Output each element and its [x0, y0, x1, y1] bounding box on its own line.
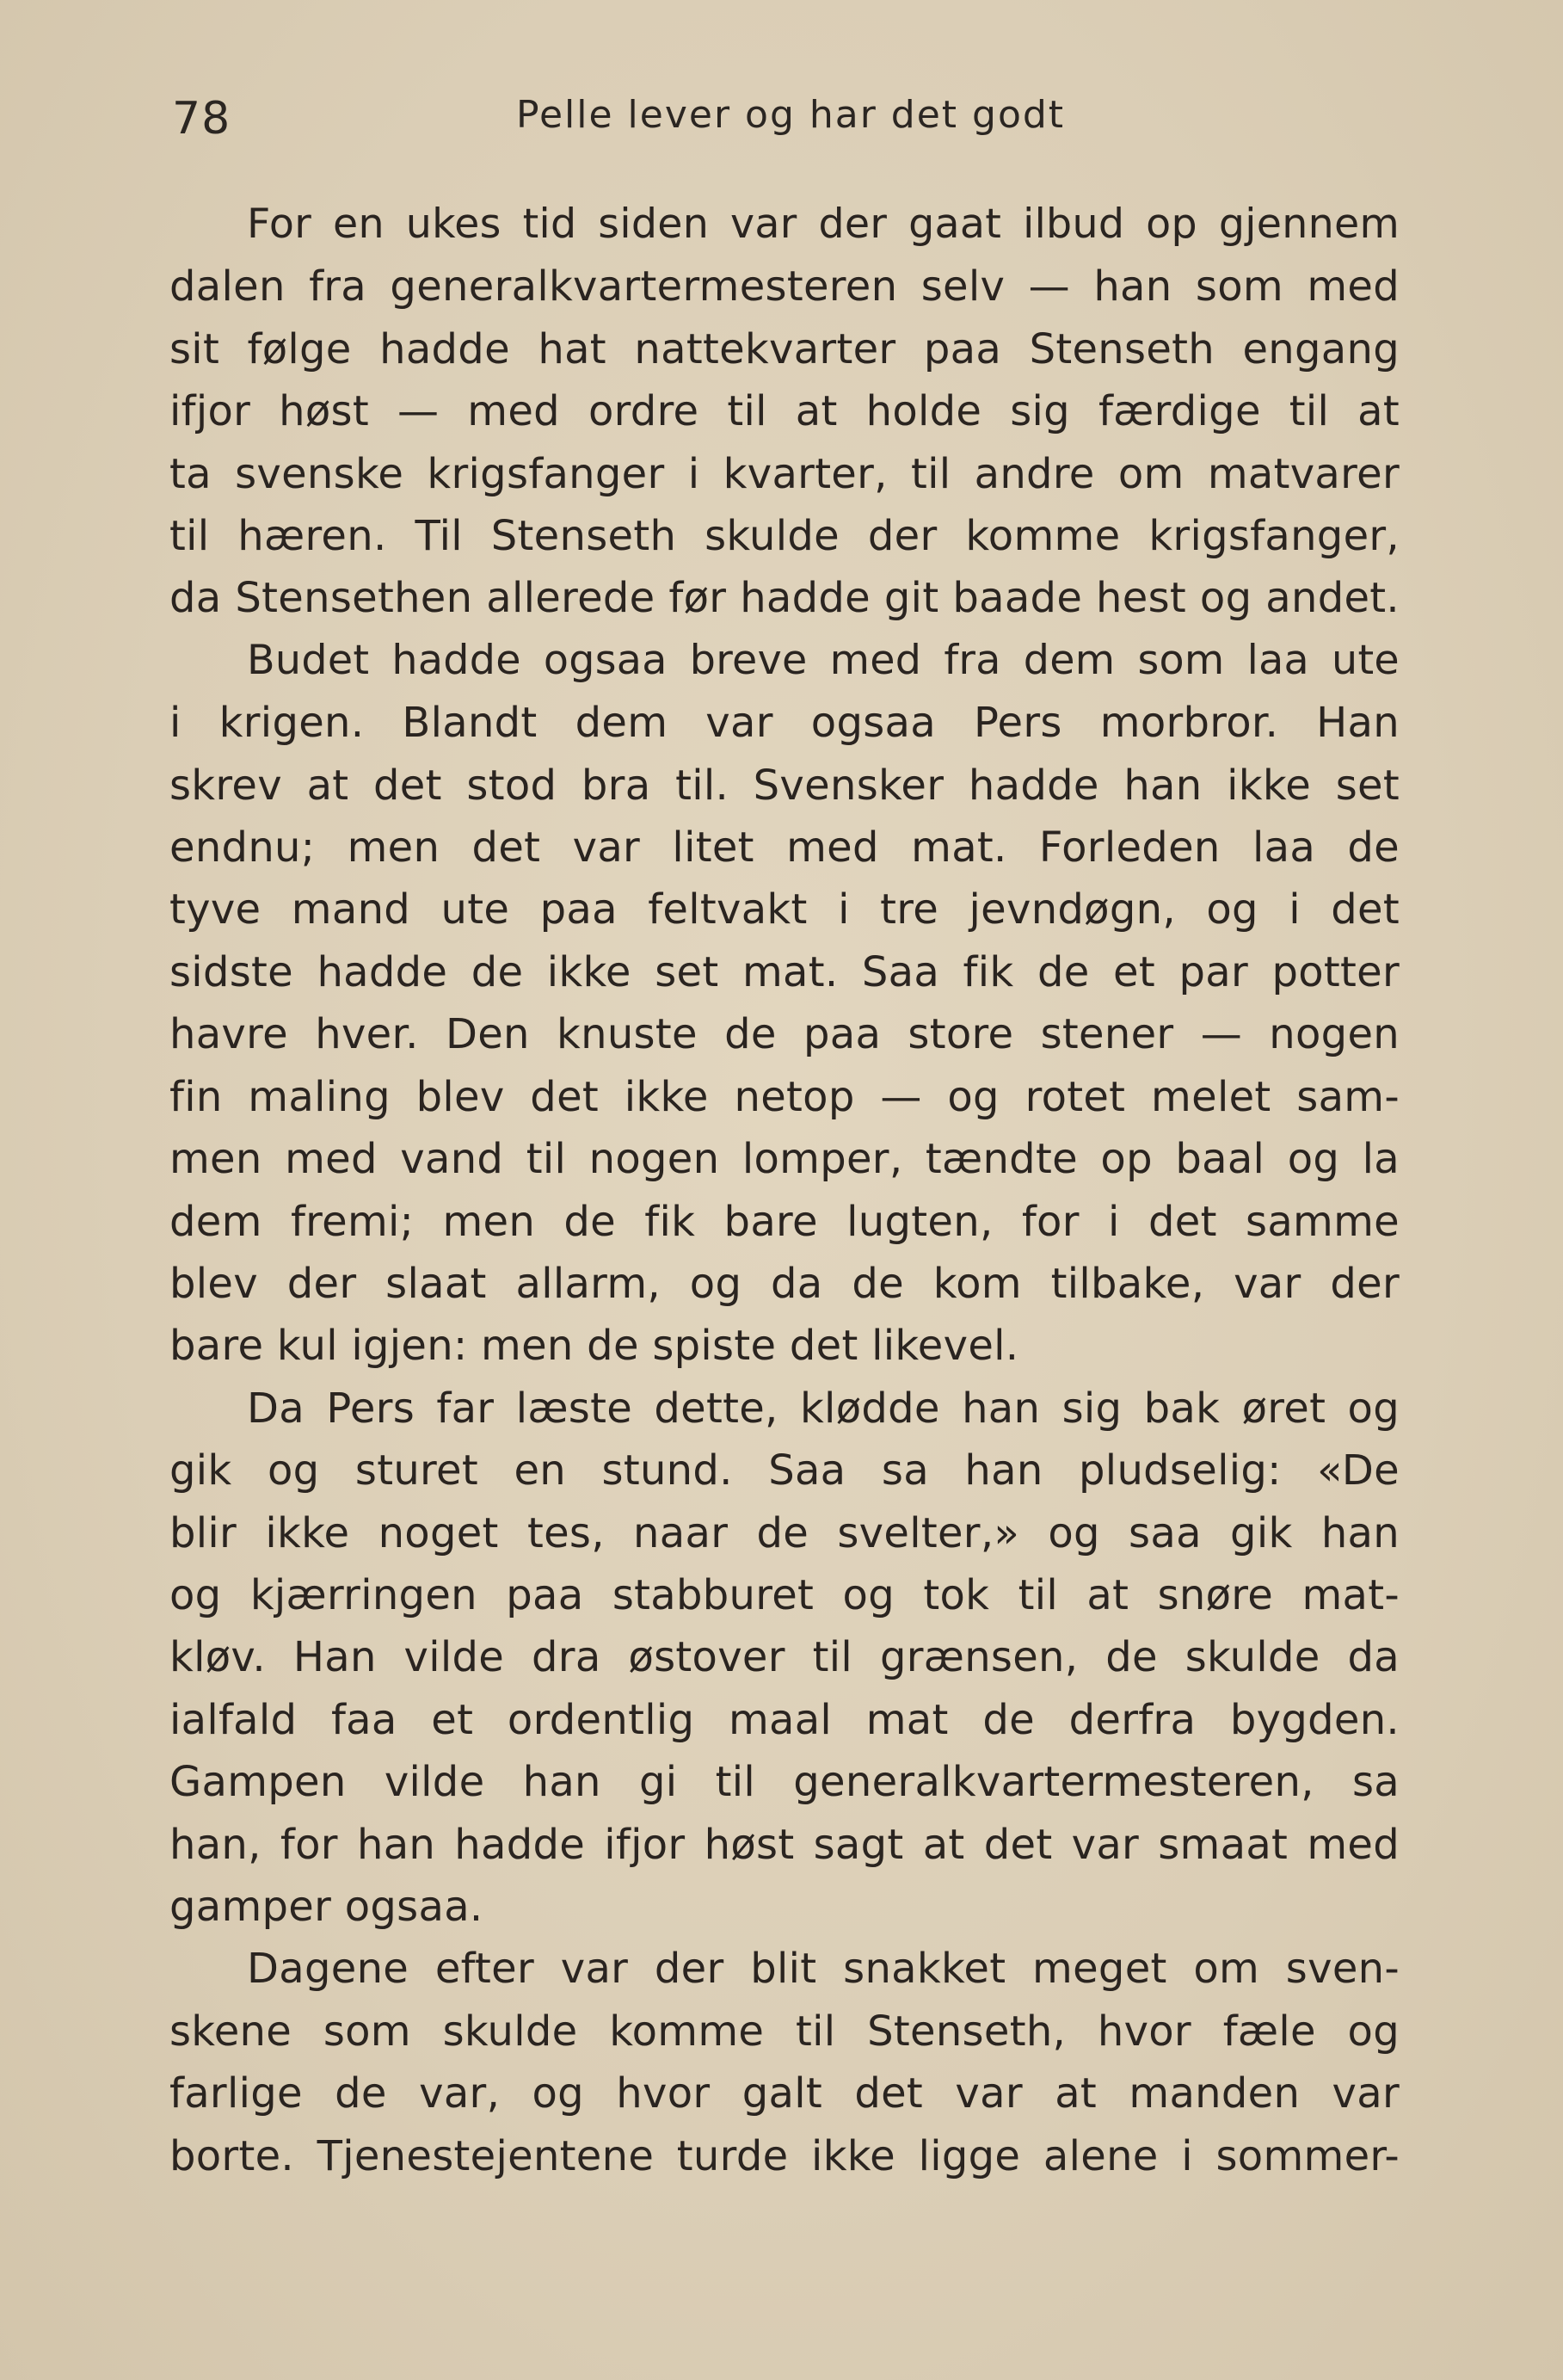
- text-line: han, for han hadde ifjor høst sagt at det var smaat med: [169, 1820, 1400, 1869]
- text-line: skene som skulde komme til Stenseth, hvor fæle og: [169, 2007, 1400, 2056]
- text-line: dem fremi; men de fik bare lugten, for i det samme: [169, 1197, 1400, 1246]
- text-line: gamper ogsaa.: [169, 1882, 483, 1931]
- paragraph-3: [169, 1378, 1400, 1939]
- text-line: borte. Tjenestejentene turde ikke ligge alene i sommer-: [169, 2131, 1400, 2180]
- text-line: havre hver. Den knuste de paa store stener — nogen: [169, 1010, 1400, 1059]
- text-line: Budet hadde ogsaa breve med fra dem som laa ute: [247, 636, 1400, 684]
- text-line: blir ikke noget tes, naar de svelter,» og saa gik han: [169, 1508, 1400, 1557]
- text-line: bare kul igjen: men de spiste det likevel.: [169, 1322, 1019, 1371]
- text-line: Da Pers far læste dette, kløddе han sig bak øret og: [247, 1384, 1400, 1433]
- text-line: endnu; men det var litet med mat. Forleden laa de: [169, 823, 1400, 872]
- text-line: dalen fra generalkvartermesteren selv — han som med: [169, 262, 1400, 311]
- text-line: Gampen vilde han gi til generalkvartermesteren, sa: [169, 1758, 1400, 1807]
- text-line: sidste hadde de ikke set mat. Saa fik de et par potter: [169, 947, 1400, 996]
- text-line: skrev at det stod bra til. Svensker hadde han ikke set: [169, 761, 1400, 810]
- text-line: ialfald faa et ordentlig maal mat de derfra bygden.: [169, 1695, 1400, 1744]
- text-line: tyve mand ute paa feltvakt i tre jevndøgn, og i det: [169, 885, 1400, 934]
- text-line: Dagene efter var der blit snakket meget om sven-: [247, 1945, 1400, 1994]
- text-line: ta svenske krigsfanger i kvarter, til andre om matvarer: [169, 449, 1400, 498]
- text-line: da Stensethen allerede før hadde git baade hest og andet.: [169, 574, 1400, 623]
- text-line: men med vand til nogen lomper, tændte op baal og la: [169, 1135, 1400, 1184]
- paragraph-4: [169, 1938, 1400, 2187]
- running-title: Pelle lever og har det godt: [516, 93, 1066, 137]
- text-line: sit følge hadde hat nattekvarter paa Stenseth engang: [169, 324, 1400, 373]
- paragraph-1: [169, 194, 1400, 630]
- page-number: 78: [172, 93, 231, 145]
- text-line: For en ukes tid siden var der gaat ilbud op gjennem: [247, 200, 1400, 248]
- text-line: gik og sturet en stund. Saa sa han pludselig: «De: [169, 1446, 1400, 1495]
- text-line: ifjor høst — med ordre til at holde sig færdige til at: [169, 387, 1400, 436]
- text-line: fin maling blev det ikke netop — og rotet melet sam-: [169, 1072, 1400, 1121]
- body-text: [169, 194, 1400, 2187]
- text-line: i krigen. Blandt dem var ogsaa Pers morbror. Han: [169, 699, 1400, 748]
- text-line: farlige de var, og hvor galt det var at manden var: [169, 2069, 1400, 2118]
- text-line: blev der slaat allarm, og da de kom tilbake, var der: [169, 1259, 1400, 1308]
- page-header: [172, 93, 1411, 153]
- text-line: til hæren. Til Stenseth skulde der komme krigsfanger,: [169, 512, 1400, 561]
- text-line: og kjærringen paa stabburet og tok til at snøre mat-: [169, 1570, 1400, 1619]
- text-line: kløv. Han vilde dra østover til grænsen, de skulde da: [169, 1633, 1400, 1682]
- paragraph-2: [169, 630, 1400, 1378]
